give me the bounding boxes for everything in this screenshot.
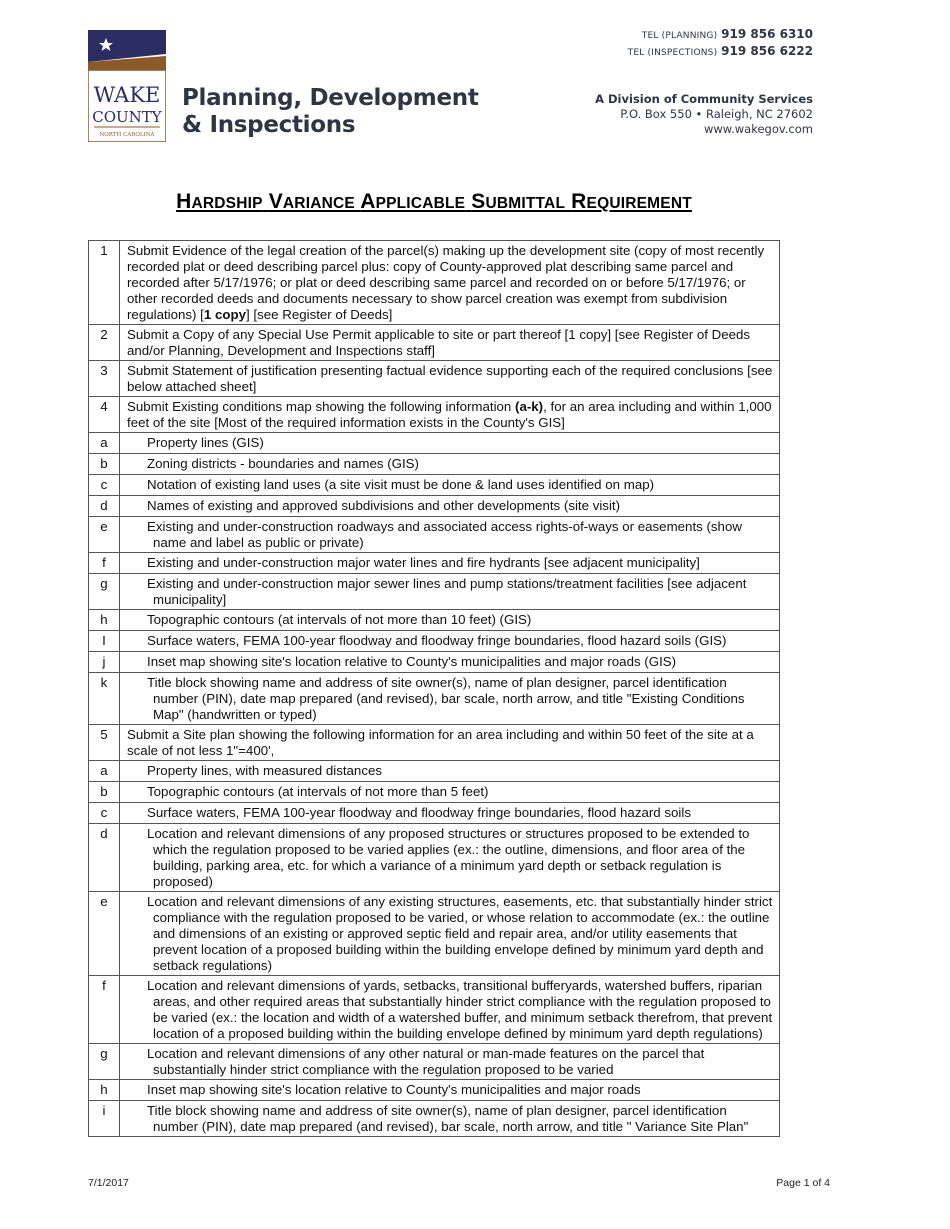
division-name: A Division of Community Services — [595, 92, 813, 106]
page-title-text: HARDSHIP VARIANCE APPLICABLE SUBMITTAL REQUIREMENT — [176, 190, 692, 213]
requirement-number: 2 — [89, 325, 120, 361]
sub-requirement-row — [89, 1101, 780, 1137]
requirement-text: Notation of existing land uses (a site visit must be done & land uses identified on map) — [120, 475, 780, 496]
logo-nc-text: NORTH CAROLINA — [99, 132, 155, 138]
requirement-text: Inset map showing site's location relative to County's municipalities and major roads (GIS) — [120, 652, 780, 673]
footer-date: 7/1/2017 — [88, 1177, 129, 1189]
sub-requirement-row — [89, 761, 780, 782]
sub-requirement-row — [89, 803, 780, 824]
sub-requirement-row — [89, 782, 780, 803]
sub-requirement-row — [89, 574, 780, 610]
department-name — [182, 85, 479, 139]
requirement-text: Existing and under-construction major sewer lines and pump stations/treatment facilities [see adjacent municipality] — [120, 574, 780, 610]
requirement-text: Zoning districts - boundaries and names (GIS) — [120, 454, 780, 475]
requirement-text: Title block showing name and address of site owner(s), name of plan designer, parcel identification number (PIN), date map prepared (and revised), bar scale, north arrow, and title " Variance Site Plan" — [120, 1101, 780, 1137]
requirement-number: 3 — [89, 361, 120, 397]
requirement-text: Topographic contours (at intervals of not more than 5 feet) — [120, 782, 780, 803]
requirement-text: Submit a Copy of any Special Use Permit applicable to site or part thereof [1 copy] [see Register of Deeds and/or Planning, Development and Inspections staff] — [120, 325, 780, 361]
sub-requirement-row — [89, 454, 780, 475]
page-title — [0, 190, 868, 214]
requirement-number: e — [89, 517, 120, 553]
requirement-row — [89, 241, 780, 325]
requirement-number: a — [89, 433, 120, 454]
requirement-number: f — [89, 553, 120, 574]
requirement-text: Inset map showing site's location relative to County's municipalities and major roads — [120, 1080, 780, 1101]
requirement-number: g — [89, 1044, 120, 1080]
requirement-number: 4 — [89, 397, 120, 433]
requirement-row — [89, 325, 780, 361]
footer-page-number: Page 1 of 4 — [776, 1177, 830, 1189]
requirement-number: f — [89, 976, 120, 1044]
requirement-text: Location and relevant dimensions of any existing structures, easements, etc. that substantially hinder strict compliance with the regulation proposed to be varied, or whose relation to accommodate (ex.: the outline and dimensions of an existing or approved septic field and repair area, and/or utility easements that prevent location of a proposed building within the building envelope defined by minimum yard depth and setback regulations) — [120, 892, 780, 976]
sub-requirement-row — [89, 631, 780, 652]
requirement-row — [89, 397, 780, 433]
requirement-text: Existing and under-construction roadways and associated access rights-of-ways or easements (show name and label as public or private) — [120, 517, 780, 553]
requirement-number: c — [89, 803, 120, 824]
sub-requirement-row — [89, 976, 780, 1044]
sub-requirement-row — [89, 1080, 780, 1101]
logo-wake-text: WAKE — [93, 83, 161, 107]
requirement-text: Submit a Site plan showing the following information for an area including and within 50 feet of the site at a scale of not less 1"=400', — [120, 725, 780, 761]
requirement-number: d — [89, 496, 120, 517]
requirement-text: Property lines (GIS) — [120, 433, 780, 454]
sub-requirement-row — [89, 892, 780, 976]
contact-address — [595, 92, 813, 137]
requirement-number: h — [89, 1080, 120, 1101]
requirement-text: Surface waters, FEMA 100-year floodway and floodway fringe boundaries, flood hazard soils — [120, 803, 780, 824]
requirement-number: h — [89, 610, 120, 631]
requirement-text: Title block showing name and address of site owner(s), name of plan designer, parcel identification number (PIN), date map prepared (and revised), bar scale, north arrow, and title "Existing Conditions Map" (handwritten or typed) — [120, 673, 780, 725]
sub-requirement-row — [89, 517, 780, 553]
requirement-number: j — [89, 652, 120, 673]
requirement-number: g — [89, 574, 120, 610]
logo-county-text: COUNTY — [92, 108, 162, 126]
requirement-row — [89, 725, 780, 761]
sub-requirement-row — [89, 824, 780, 892]
wake-county-logo — [88, 30, 166, 142]
requirement-text: Names of existing and approved subdivisions and other developments (site visit) — [120, 496, 780, 517]
requirement-number: 5 — [89, 725, 120, 761]
department-line1: Planning, Development — [182, 85, 479, 111]
requirement-number: b — [89, 454, 120, 475]
requirement-text: Submit Existing conditions map showing the following information (a-k), for an area including and within 1,000 feet of the site [Most of the required information exists in the County's GIS] — [120, 397, 780, 433]
requirement-text: Surface waters, FEMA 100-year floodway and floodway fringe boundaries, flood hazard soils (GIS) — [120, 631, 780, 652]
sub-requirement-row — [89, 673, 780, 725]
postal-address: P.O. Box 550 • Raleigh, NC 27602 — [620, 107, 813, 121]
requirement-number: a — [89, 761, 120, 782]
requirement-row — [89, 361, 780, 397]
requirement-number: 1 — [89, 241, 120, 325]
requirement-number: i — [89, 1101, 120, 1137]
requirement-number: d — [89, 824, 120, 892]
sub-requirement-row — [89, 610, 780, 631]
tel-planning-number: 919 856 6310 — [721, 27, 813, 41]
requirement-text: Existing and under-construction major water lines and fire hydrants [see adjacent municipality] — [120, 553, 780, 574]
website: www.wakegov.com — [703, 122, 813, 136]
tel-planning-label: TEL (PLANNING) — [641, 31, 718, 41]
requirement-number: I — [89, 631, 120, 652]
sub-requirement-row — [89, 496, 780, 517]
requirement-text: Location and relevant dimensions of any proposed structures or structures proposed to be extended to which the regulation proposed to be varied applies (ex.: the outline, dimensions, and floor area of the building, parking area, etc. for which a variance of a minimum yard depth or setback regulation is proposed) — [120, 824, 780, 892]
tel-inspections-label: TEL (INSPECTIONS) — [627, 48, 718, 58]
requirement-text: Submit Evidence of the legal creation of the parcel(s) making up the development site (copy of most recently recorded plat or deed describing parcel plus: copy of County-approved plat describing same parcel and recorded after 5/17/1976; or plat or deed describing same parcel and recorded on or before 5/17/1976; or other recorded deeds and documents necessary to show parcel creation was exempt from subdivision regulations) [1 copy] [see Register of Deeds] — [120, 241, 780, 325]
sub-requirement-row — [89, 1044, 780, 1080]
requirement-number: b — [89, 782, 120, 803]
requirement-number: k — [89, 673, 120, 725]
requirement-text: Location and relevant dimensions of yards, setbacks, transitional bufferyards, watershed buffers, riparian areas, and other required areas that substantially hinder strict compliance with the regulation proposed to be varied (ex.: the location and width of a watershed buffer, and minimum setback therefrom, that prevent location of a proposed building within the building envelope defined by minimum yard depth regulations) — [120, 976, 780, 1044]
requirement-number: c — [89, 475, 120, 496]
sub-requirement-row — [89, 475, 780, 496]
contact-phones — [628, 27, 813, 61]
requirement-text: Topographic contours (at intervals of not more than 10 feet) (GIS) — [120, 610, 780, 631]
department-line2: & Inspections — [182, 112, 356, 138]
sub-requirement-row — [89, 433, 780, 454]
requirements-table — [88, 240, 780, 1137]
sub-requirement-row — [89, 553, 780, 574]
requirement-text: Submit Statement of justification presenting factual evidence supporting each of the required conclusions [see below attached sheet] — [120, 361, 780, 397]
tel-inspections-number: 919 856 6222 — [721, 44, 813, 58]
requirement-text: Property lines, with measured distances — [120, 761, 780, 782]
requirement-number: e — [89, 892, 120, 976]
requirement-text: Location and relevant dimensions of any other natural or man-made features on the parcel that substantially hinder strict compliance with the regulation proposed to be varied — [120, 1044, 780, 1080]
sub-requirement-row — [89, 652, 780, 673]
